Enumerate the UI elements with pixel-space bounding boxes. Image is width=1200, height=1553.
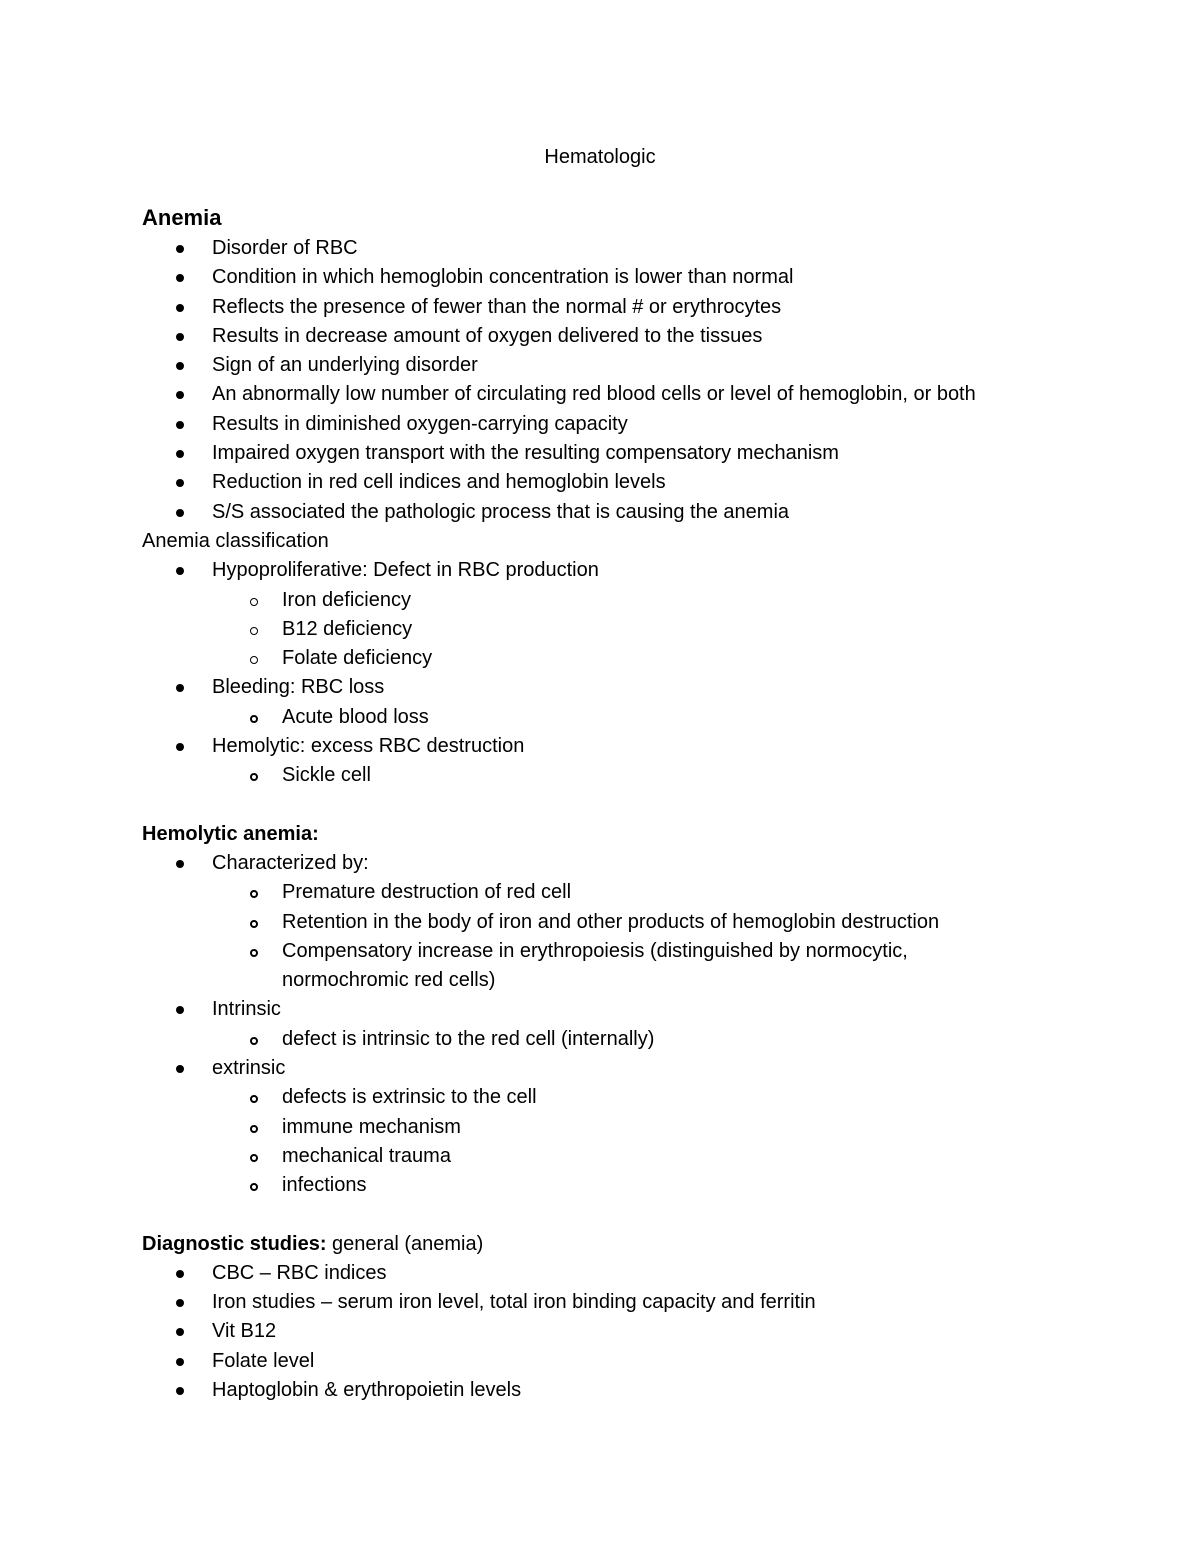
spacer [142, 1201, 1142, 1230]
classification-heading: Anemia classification [142, 529, 329, 552]
anemia-bullet-item [142, 439, 1142, 468]
anemia-bullet-item [142, 380, 1142, 409]
classification-item-text: Hypoproliferative: Defect in RBC production [212, 559, 599, 582]
circle-bullet-icon [250, 1095, 258, 1103]
circle-bullet-icon [250, 1037, 258, 1045]
anemia-bullet-item [142, 410, 1142, 439]
bullet-icon [176, 421, 184, 429]
classification-subitem-text: B12 deficiency [282, 617, 413, 640]
anemia-bullet-text: Disorder of RBC [212, 237, 358, 259]
diagnostic-heading [142, 1230, 1142, 1259]
bullet-icon [176, 1065, 184, 1073]
hemolytic-subitem-text: Compensatory increase in erythropoiesis (distinguished by normocytic, [282, 939, 908, 962]
anemia-bullet-text: Condition in which hemoglobin concentration is lower than normal [212, 266, 794, 289]
classification-subitem [142, 703, 1142, 732]
diagnostic-bullet-item [142, 1259, 1142, 1288]
bullet-icon [176, 509, 184, 517]
bullet-icon [176, 1387, 184, 1395]
bullet-icon [176, 684, 184, 692]
anemia-bullet-item [142, 263, 1142, 292]
classification-subitem [142, 615, 1142, 644]
classification-subitem [142, 586, 1142, 615]
hemolytic-subitem-text: mechanical trauma [282, 1144, 451, 1167]
hemolytic-subitem-continuation: normochromic red cells) [282, 969, 496, 992]
bullet-icon [176, 274, 184, 282]
bullet-icon [176, 1299, 184, 1307]
diagnostic-bullet-text: CBC – RBC indices [212, 1261, 387, 1284]
hemolytic-subitem [142, 1142, 1142, 1171]
bullet-icon [176, 1006, 184, 1014]
circle-bullet-icon [250, 1154, 258, 1162]
hemolytic-subitem-text: immune mechanism [282, 1115, 461, 1138]
anemia-bullet-item [142, 351, 1142, 380]
circle-bullet-icon [250, 1125, 258, 1133]
circle-bullet-icon [250, 627, 258, 635]
hemolytic-subitem-text: infections [282, 1174, 367, 1197]
circle-bullet-icon [250, 920, 258, 928]
hemolytic-item-text: Characterized by: [212, 851, 369, 874]
bullet-icon [176, 450, 184, 458]
hemolytic-item-extrinsic [142, 1054, 1142, 1083]
anemia-bullet-text: An abnormally low number of circulating red blood cells or level of hemoglobin, or both [212, 383, 976, 406]
classification-item-bleeding [142, 673, 1142, 702]
anemia-bullet-item [142, 322, 1142, 351]
bullet-icon [176, 479, 184, 487]
classification-item-hemolytic [142, 732, 1142, 761]
document-title: Hematologic [544, 146, 656, 168]
bullet-icon [176, 362, 184, 370]
diagnostic-bullet-text: Vit B12 [212, 1320, 277, 1343]
classification-item-text: Bleeding: RBC loss [212, 676, 385, 699]
classification-subitem [142, 761, 1142, 790]
classification-subitem-text: Iron deficiency [282, 588, 411, 611]
diagnostic-bullet-item [142, 1288, 1142, 1317]
hemolytic-subitem [142, 878, 1142, 907]
bullet-icon [176, 333, 184, 341]
hemolytic-subitem [142, 908, 1142, 937]
bullet-icon [176, 1328, 184, 1336]
circle-bullet-icon [250, 773, 258, 781]
bullet-icon [176, 567, 184, 575]
circle-bullet-icon [250, 949, 258, 957]
hemolytic-item-characterized [142, 849, 1142, 878]
hemolytic-subitem-text: defect is intrinsic to the red cell (internally) [282, 1027, 655, 1050]
hemolytic-subitem [142, 1113, 1142, 1142]
bullet-icon [176, 245, 184, 253]
anemia-heading: Anemia [142, 205, 222, 230]
anemia-bullet-text: Sign of an underlying disorder [212, 354, 478, 377]
hemolytic-subitem [142, 1083, 1142, 1112]
anemia-bullet-item [142, 468, 1142, 497]
anemia-bullet-item [142, 498, 1142, 527]
bullet-icon [176, 304, 184, 312]
circle-bullet-icon [250, 598, 258, 606]
bullet-icon [176, 860, 184, 868]
diagnostic-heading-bold: Diagnostic studies: [142, 1232, 327, 1255]
diagnostic-bullet-text: Folate level [212, 1349, 315, 1372]
anemia-bullet-text: Impaired oxygen transport with the resulting compensatory mechanism [212, 442, 839, 465]
hemolytic-item-text: extrinsic [212, 1057, 286, 1080]
hemolytic-subitem-text: Retention in the body of iron and other products of hemoglobin destruction [282, 910, 940, 933]
anemia-bullet-text: Reduction in red cell indices and hemoglobin levels [212, 471, 666, 494]
diagnostic-bullet-item [142, 1317, 1142, 1346]
document-body [142, 203, 1142, 1405]
circle-bullet-icon [250, 656, 258, 664]
anemia-bullet-text: Results in decrease amount of oxygen delivered to the tissues [212, 324, 763, 347]
diagnostic-heading-rest: general (anemia) [326, 1232, 484, 1255]
diagnostic-bullet-text: Iron studies – serum iron level, total iron binding capacity and ferritin [212, 1291, 816, 1314]
hemolytic-subitem [142, 1025, 1142, 1054]
anemia-bullet-text: S/S associated the pathologic process that is causing the anemia [212, 500, 790, 523]
bullet-icon [176, 743, 184, 751]
diagnostic-bullet-item [142, 1347, 1142, 1376]
spacer [142, 791, 1142, 820]
classification-subitem-text: Acute blood loss [282, 705, 429, 728]
bullet-icon [176, 1270, 184, 1278]
classification-item-text: Hemolytic: excess RBC destruction [212, 735, 525, 758]
classification-item-hypoproliferative [142, 556, 1142, 585]
bullet-icon [176, 1358, 184, 1366]
hemolytic-subitem [142, 1171, 1142, 1200]
hemolytic-item-text: Intrinsic [212, 998, 281, 1021]
diagnostic-bullet-text: Haptoglobin & erythropoietin levels [212, 1378, 522, 1401]
hemolytic-anemia-heading: Hemolytic anemia: [142, 822, 319, 845]
circle-bullet-icon [250, 1183, 258, 1191]
anemia-bullet-item [142, 293, 1142, 322]
anemia-bullet-text: Results in diminished oxygen-carrying capacity [212, 412, 628, 435]
circle-bullet-icon [250, 715, 258, 723]
diagnostic-bullet-item [142, 1376, 1142, 1405]
hemolytic-subitem-text: Premature destruction of red cell [282, 881, 572, 904]
hemolytic-subitem [142, 937, 1142, 966]
classification-subitem-text: Folate deficiency [282, 647, 433, 670]
bullet-icon [176, 391, 184, 399]
anemia-bullet-text: Reflects the presence of fewer than the normal # or erythrocytes [212, 295, 782, 318]
circle-bullet-icon [250, 890, 258, 898]
hemolytic-item-intrinsic [142, 995, 1142, 1024]
classification-subitem [142, 644, 1142, 673]
anemia-bullet-item [142, 234, 1142, 263]
classification-subitem-text: Sickle cell [282, 764, 371, 787]
hemolytic-subitem-text: defects is extrinsic to the cell [282, 1086, 537, 1109]
